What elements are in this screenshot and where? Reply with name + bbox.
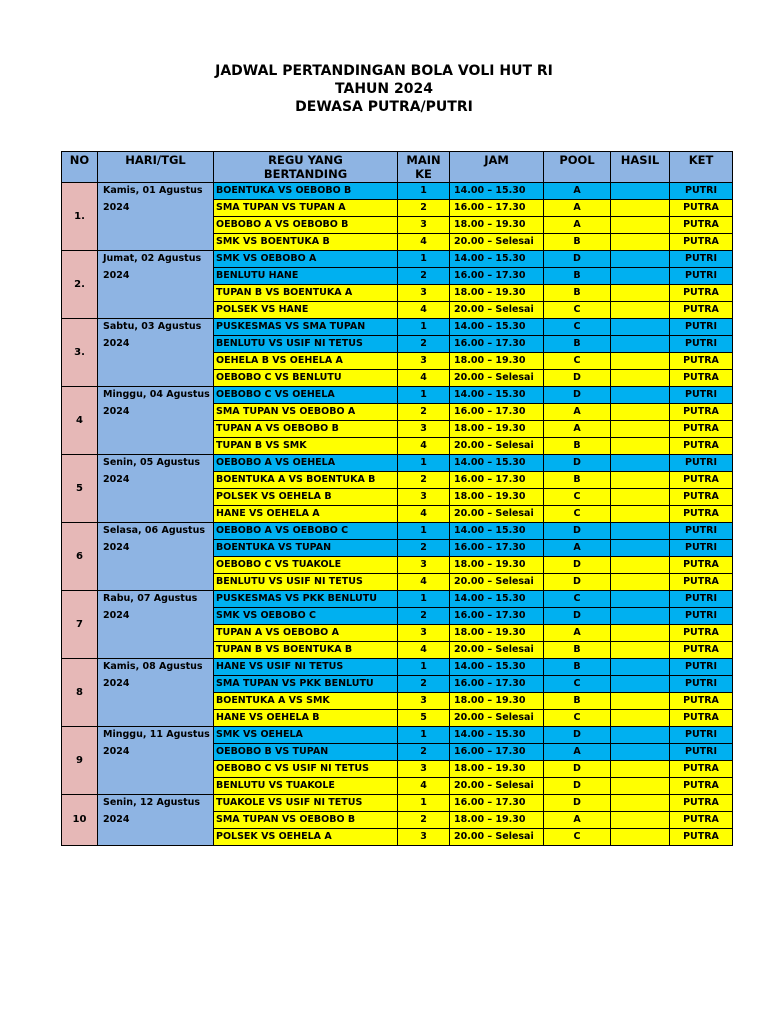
- match-time: 18.00 – 19.30: [450, 285, 544, 302]
- match-time: 16.00 – 17.30: [450, 472, 544, 489]
- match-teams: TUAKOLE VS USIF NI TETUS: [214, 795, 398, 812]
- match-time: 20.00 – Selesai: [450, 302, 544, 319]
- match-pool: C: [544, 353, 611, 370]
- match-number: 2: [398, 268, 450, 285]
- match-pool: C: [544, 829, 611, 846]
- match-pool: D: [544, 727, 611, 744]
- match-pool: B: [544, 693, 611, 710]
- table-row: [62, 727, 733, 744]
- match-number: 2: [398, 812, 450, 829]
- table-row: [62, 319, 733, 336]
- match-time: 18.00 – 19.30: [450, 625, 544, 642]
- header-no: NO: [62, 152, 98, 183]
- match-time: 16.00 – 17.30: [450, 336, 544, 353]
- match-pool: D: [544, 251, 611, 268]
- match-teams: OEHELA B VS OEHELA A: [214, 353, 398, 370]
- match-category: PUTRI: [670, 387, 733, 404]
- match-time: 16.00 – 17.30: [450, 608, 544, 625]
- day-number: 8: [62, 659, 98, 727]
- table-row: [62, 523, 733, 540]
- match-result: [611, 812, 670, 829]
- match-number: 3: [398, 761, 450, 778]
- match-pool: A: [544, 421, 611, 438]
- match-time: 20.00 – Selesai: [450, 438, 544, 455]
- match-number: 3: [398, 285, 450, 302]
- header-main-line1: MAIN: [406, 153, 441, 167]
- day-date: Kamis, 08 Agustus 2024: [98, 659, 214, 727]
- match-teams: OEBOBO C VS USIF NI TETUS: [214, 761, 398, 778]
- match-result: [611, 829, 670, 846]
- match-teams: SMA TUPAN VS OEBOBO A: [214, 404, 398, 421]
- match-time: 20.00 – Selesai: [450, 574, 544, 591]
- match-category: PUTRI: [670, 336, 733, 353]
- match-category: PUTRA: [670, 234, 733, 251]
- match-teams: SMK VS BOENTUKA B: [214, 234, 398, 251]
- match-time: 20.00 – Selesai: [450, 642, 544, 659]
- header-hari: HARI/TGL: [98, 152, 214, 183]
- match-category: PUTRI: [670, 744, 733, 761]
- match-category: PUTRA: [670, 200, 733, 217]
- match-pool: A: [544, 744, 611, 761]
- table-row: [62, 183, 733, 200]
- match-result: [611, 693, 670, 710]
- match-number: 3: [398, 693, 450, 710]
- title-line-2: TAHUN 2024: [335, 81, 433, 97]
- match-result: [611, 540, 670, 557]
- match-pool: C: [544, 489, 611, 506]
- match-number: 5: [398, 710, 450, 727]
- match-time: 18.00 – 19.30: [450, 217, 544, 234]
- match-pool: C: [544, 710, 611, 727]
- document-title: [0, 62, 768, 116]
- match-result: [611, 387, 670, 404]
- match-category: PUTRA: [670, 625, 733, 642]
- match-number: 2: [398, 472, 450, 489]
- header-main: [398, 152, 450, 183]
- match-teams: SMK VS OEBOBO C: [214, 608, 398, 625]
- match-pool: B: [544, 268, 611, 285]
- match-result: [611, 761, 670, 778]
- match-number: 4: [398, 574, 450, 591]
- match-number: 4: [398, 778, 450, 795]
- match-result: [611, 506, 670, 523]
- match-teams: PUSKESMAS VS SMA TUPAN: [214, 319, 398, 336]
- match-teams: OEBOBO A VS OEBOBO B: [214, 217, 398, 234]
- match-pool: C: [544, 676, 611, 693]
- day-date: Kamis, 01 Agustus 2024: [98, 183, 214, 251]
- match-result: [611, 710, 670, 727]
- match-result: [611, 336, 670, 353]
- match-category: PUTRA: [670, 489, 733, 506]
- match-result: [611, 744, 670, 761]
- match-category: PUTRA: [670, 710, 733, 727]
- table-row: [62, 251, 733, 268]
- match-teams: HANE VS USIF NI TETUS: [214, 659, 398, 676]
- match-teams: BENLUTU VS USIF NI TETUS: [214, 336, 398, 353]
- match-result: [611, 625, 670, 642]
- match-pool: D: [544, 370, 611, 387]
- match-teams: SMA TUPAN VS TUPAN A: [214, 200, 398, 217]
- match-category: PUTRI: [670, 523, 733, 540]
- match-pool: D: [544, 778, 611, 795]
- match-result: [611, 795, 670, 812]
- match-category: PUTRA: [670, 574, 733, 591]
- match-result: [611, 438, 670, 455]
- match-pool: A: [544, 812, 611, 829]
- match-time: 18.00 – 19.30: [450, 693, 544, 710]
- match-number: 1: [398, 183, 450, 200]
- match-pool: D: [544, 557, 611, 574]
- match-category: PUTRI: [670, 540, 733, 557]
- match-number: 1: [398, 251, 450, 268]
- match-teams: POLSEK VS HANE: [214, 302, 398, 319]
- match-result: [611, 591, 670, 608]
- match-number: 2: [398, 200, 450, 217]
- match-category: PUTRI: [670, 455, 733, 472]
- match-teams: POLSEK VS OEHELA B: [214, 489, 398, 506]
- match-time: 14.00 – 15.30: [450, 523, 544, 540]
- match-teams: TUPAN A VS OEBOBO A: [214, 625, 398, 642]
- match-time: 18.00 – 19.30: [450, 353, 544, 370]
- match-time: 16.00 – 17.30: [450, 404, 544, 421]
- match-teams: OEBOBO A VS OEBOBO C: [214, 523, 398, 540]
- match-result: [611, 302, 670, 319]
- match-time: 20.00 – Selesai: [450, 370, 544, 387]
- match-number: 3: [398, 421, 450, 438]
- match-number: 1: [398, 727, 450, 744]
- day-number: 1.: [62, 183, 98, 251]
- match-teams: OEBOBO C VS BENLUTU: [214, 370, 398, 387]
- match-category: PUTRI: [670, 727, 733, 744]
- match-result: [611, 200, 670, 217]
- day-number: 9: [62, 727, 98, 795]
- match-result: [611, 217, 670, 234]
- match-time: 16.00 – 17.30: [450, 795, 544, 812]
- day-date: Sabtu, 03 Agustus 2024: [98, 319, 214, 387]
- match-pool: D: [544, 761, 611, 778]
- match-category: PUTRA: [670, 812, 733, 829]
- match-time: 14.00 – 15.30: [450, 387, 544, 404]
- match-category: PUTRA: [670, 557, 733, 574]
- match-pool: C: [544, 319, 611, 336]
- match-result: [611, 234, 670, 251]
- match-pool: B: [544, 659, 611, 676]
- match-number: 4: [398, 234, 450, 251]
- header-jam: JAM: [450, 152, 544, 183]
- match-number: 2: [398, 540, 450, 557]
- schedule-body: [62, 183, 733, 846]
- day-date: Selasa, 06 Agustus 2024: [98, 523, 214, 591]
- header-hasil: HASIL: [611, 152, 670, 183]
- match-time: 14.00 – 15.30: [450, 591, 544, 608]
- match-number: 3: [398, 217, 450, 234]
- match-result: [611, 404, 670, 421]
- match-result: [611, 778, 670, 795]
- match-number: 3: [398, 353, 450, 370]
- match-category: PUTRA: [670, 285, 733, 302]
- match-number: 1: [398, 387, 450, 404]
- match-category: PUTRA: [670, 217, 733, 234]
- match-time: 20.00 – Selesai: [450, 234, 544, 251]
- day-date: Rabu, 07 Agustus 2024: [98, 591, 214, 659]
- match-category: PUTRA: [670, 438, 733, 455]
- match-teams: PUSKESMAS VS PKK BENLUTU: [214, 591, 398, 608]
- match-result: [611, 523, 670, 540]
- match-time: 16.00 – 17.30: [450, 200, 544, 217]
- match-teams: HANE VS OEHELA B: [214, 710, 398, 727]
- match-pool: D: [544, 387, 611, 404]
- day-date: Minggu, 11 Agustus 2024: [98, 727, 214, 795]
- match-teams: TUPAN B VS BOENTUKA A: [214, 285, 398, 302]
- match-pool: A: [544, 217, 611, 234]
- match-teams: SMA TUPAN VS OEBOBO B: [214, 812, 398, 829]
- day-number: 3.: [62, 319, 98, 387]
- match-category: PUTRI: [670, 251, 733, 268]
- match-number: 4: [398, 302, 450, 319]
- match-category: PUTRI: [670, 608, 733, 625]
- match-time: 20.00 – Selesai: [450, 778, 544, 795]
- match-category: PUTRI: [670, 183, 733, 200]
- match-time: 18.00 – 19.30: [450, 421, 544, 438]
- match-category: PUTRA: [670, 506, 733, 523]
- table-row: [62, 591, 733, 608]
- match-number: 3: [398, 489, 450, 506]
- match-pool: B: [544, 336, 611, 353]
- match-category: PUTRA: [670, 370, 733, 387]
- match-pool: B: [544, 285, 611, 302]
- match-category: PUTRI: [670, 659, 733, 676]
- match-category: PUTRA: [670, 472, 733, 489]
- title-line-3: DEWASA PUTRA/PUTRI: [295, 99, 473, 115]
- match-pool: A: [544, 200, 611, 217]
- match-teams: SMK VS OEHELA: [214, 727, 398, 744]
- match-teams: BENLUTU HANE: [214, 268, 398, 285]
- match-number: 4: [398, 370, 450, 387]
- match-number: 4: [398, 642, 450, 659]
- match-teams: SMA TUPAN VS PKK BENLUTU: [214, 676, 398, 693]
- match-pool: A: [544, 183, 611, 200]
- match-result: [611, 608, 670, 625]
- table-row: [62, 659, 733, 676]
- match-category: PUTRI: [670, 676, 733, 693]
- match-number: 2: [398, 744, 450, 761]
- schedule-table: [61, 151, 733, 846]
- match-pool: B: [544, 642, 611, 659]
- match-pool: A: [544, 625, 611, 642]
- table-row: [62, 455, 733, 472]
- match-result: [611, 659, 670, 676]
- match-time: 20.00 – Selesai: [450, 710, 544, 727]
- match-pool: B: [544, 438, 611, 455]
- match-category: PUTRA: [670, 761, 733, 778]
- match-time: 16.00 – 17.30: [450, 676, 544, 693]
- match-time: 14.00 – 15.30: [450, 183, 544, 200]
- match-teams: OEBOBO B VS TUPAN: [214, 744, 398, 761]
- header-pool: POOL: [544, 152, 611, 183]
- match-pool: D: [544, 574, 611, 591]
- match-category: PUTRA: [670, 642, 733, 659]
- match-time: 16.00 – 17.30: [450, 744, 544, 761]
- match-time: 20.00 – Selesai: [450, 506, 544, 523]
- match-time: 18.00 – 19.30: [450, 812, 544, 829]
- day-date: Senin, 05 Agustus 2024: [98, 455, 214, 523]
- match-pool: C: [544, 302, 611, 319]
- match-teams: SMK VS OEBOBO A: [214, 251, 398, 268]
- match-time: 18.00 – 19.30: [450, 489, 544, 506]
- match-category: PUTRA: [670, 778, 733, 795]
- match-time: 18.00 – 19.30: [450, 557, 544, 574]
- header-regu-line2: BERTANDING: [263, 167, 348, 181]
- match-result: [611, 319, 670, 336]
- match-category: PUTRI: [670, 591, 733, 608]
- match-result: [611, 421, 670, 438]
- match-number: 1: [398, 591, 450, 608]
- match-category: PUTRA: [670, 302, 733, 319]
- match-category: PUTRA: [670, 404, 733, 421]
- match-category: PUTRA: [670, 421, 733, 438]
- header-ket: KET: [670, 152, 733, 183]
- match-result: [611, 455, 670, 472]
- match-category: PUTRA: [670, 829, 733, 846]
- match-teams: OEBOBO C VS TUAKOLE: [214, 557, 398, 574]
- match-teams: BOENTUKA A VS BOENTUKA B: [214, 472, 398, 489]
- match-time: 14.00 – 15.30: [450, 251, 544, 268]
- match-category: PUTRA: [670, 353, 733, 370]
- match-number: 1: [398, 319, 450, 336]
- match-result: [611, 183, 670, 200]
- table-row: [62, 795, 733, 812]
- day-number: 5: [62, 455, 98, 523]
- match-pool: D: [544, 455, 611, 472]
- header-regu-line1: REGU YANG: [268, 153, 343, 167]
- match-time: 14.00 – 15.30: [450, 727, 544, 744]
- match-time: 16.00 – 17.30: [450, 540, 544, 557]
- match-pool: A: [544, 404, 611, 421]
- match-teams: TUPAN A VS OEBOBO B: [214, 421, 398, 438]
- match-result: [611, 489, 670, 506]
- day-date: Senin, 12 Agustus 2024: [98, 795, 214, 846]
- match-time: 16.00 – 17.30: [450, 268, 544, 285]
- match-result: [611, 251, 670, 268]
- day-number: 6: [62, 523, 98, 591]
- match-result: [611, 370, 670, 387]
- match-category: PUTRA: [670, 795, 733, 812]
- day-date: Minggu, 04 Agustus 2024: [98, 387, 214, 455]
- match-number: 1: [398, 659, 450, 676]
- match-category: PUTRI: [670, 319, 733, 336]
- match-number: 2: [398, 676, 450, 693]
- header-main-line2: KE: [415, 167, 432, 181]
- match-pool: B: [544, 234, 611, 251]
- match-teams: TUPAN B VS SMK: [214, 438, 398, 455]
- match-category: PUTRI: [670, 268, 733, 285]
- table-row: [62, 387, 733, 404]
- day-date: Jumat, 02 Agustus 2024: [98, 251, 214, 319]
- match-time: 14.00 – 15.30: [450, 319, 544, 336]
- match-number: 3: [398, 829, 450, 846]
- match-result: [611, 727, 670, 744]
- match-pool: D: [544, 795, 611, 812]
- match-result: [611, 268, 670, 285]
- match-result: [611, 574, 670, 591]
- day-number: 4: [62, 387, 98, 455]
- match-number: 2: [398, 336, 450, 353]
- match-result: [611, 285, 670, 302]
- match-time: 14.00 – 15.30: [450, 659, 544, 676]
- match-teams: BENLUTU VS USIF NI TETUS: [214, 574, 398, 591]
- match-pool: D: [544, 523, 611, 540]
- match-number: 2: [398, 608, 450, 625]
- match-teams: OEBOBO C VS OEHELA: [214, 387, 398, 404]
- match-time: 18.00 – 19.30: [450, 761, 544, 778]
- match-teams: OEBOBO A VS OEHELA: [214, 455, 398, 472]
- match-pool: C: [544, 506, 611, 523]
- match-teams: BOENTUKA VS TUPAN: [214, 540, 398, 557]
- match-time: 20.00 – Selesai: [450, 829, 544, 846]
- match-result: [611, 557, 670, 574]
- match-category: PUTRA: [670, 693, 733, 710]
- match-result: [611, 642, 670, 659]
- day-number: 2.: [62, 251, 98, 319]
- match-teams: BOENTUKA VS OEBOBO B: [214, 183, 398, 200]
- header-regu: [214, 152, 398, 183]
- match-result: [611, 353, 670, 370]
- day-number: 10: [62, 795, 98, 846]
- day-number: 7: [62, 591, 98, 659]
- match-number: 4: [398, 438, 450, 455]
- match-pool: D: [544, 608, 611, 625]
- header-row: [62, 152, 733, 183]
- match-teams: BENLUTU VS TUAKOLE: [214, 778, 398, 795]
- match-teams: HANE VS OEHELA A: [214, 506, 398, 523]
- match-pool: B: [544, 472, 611, 489]
- match-time: 14.00 – 15.30: [450, 455, 544, 472]
- match-number: 4: [398, 506, 450, 523]
- match-teams: BOENTUKA A VS SMK: [214, 693, 398, 710]
- match-number: 1: [398, 795, 450, 812]
- match-teams: POLSEK VS OEHELA A: [214, 829, 398, 846]
- match-number: 3: [398, 625, 450, 642]
- match-number: 1: [398, 455, 450, 472]
- match-number: 2: [398, 404, 450, 421]
- match-number: 3: [398, 557, 450, 574]
- match-result: [611, 472, 670, 489]
- match-pool: A: [544, 540, 611, 557]
- title-line-1: JADWAL PERTANDINGAN BOLA VOLI HUT RI: [215, 63, 553, 79]
- match-pool: C: [544, 591, 611, 608]
- match-number: 1: [398, 523, 450, 540]
- match-result: [611, 676, 670, 693]
- match-teams: TUPAN B VS BOENTUKA B: [214, 642, 398, 659]
